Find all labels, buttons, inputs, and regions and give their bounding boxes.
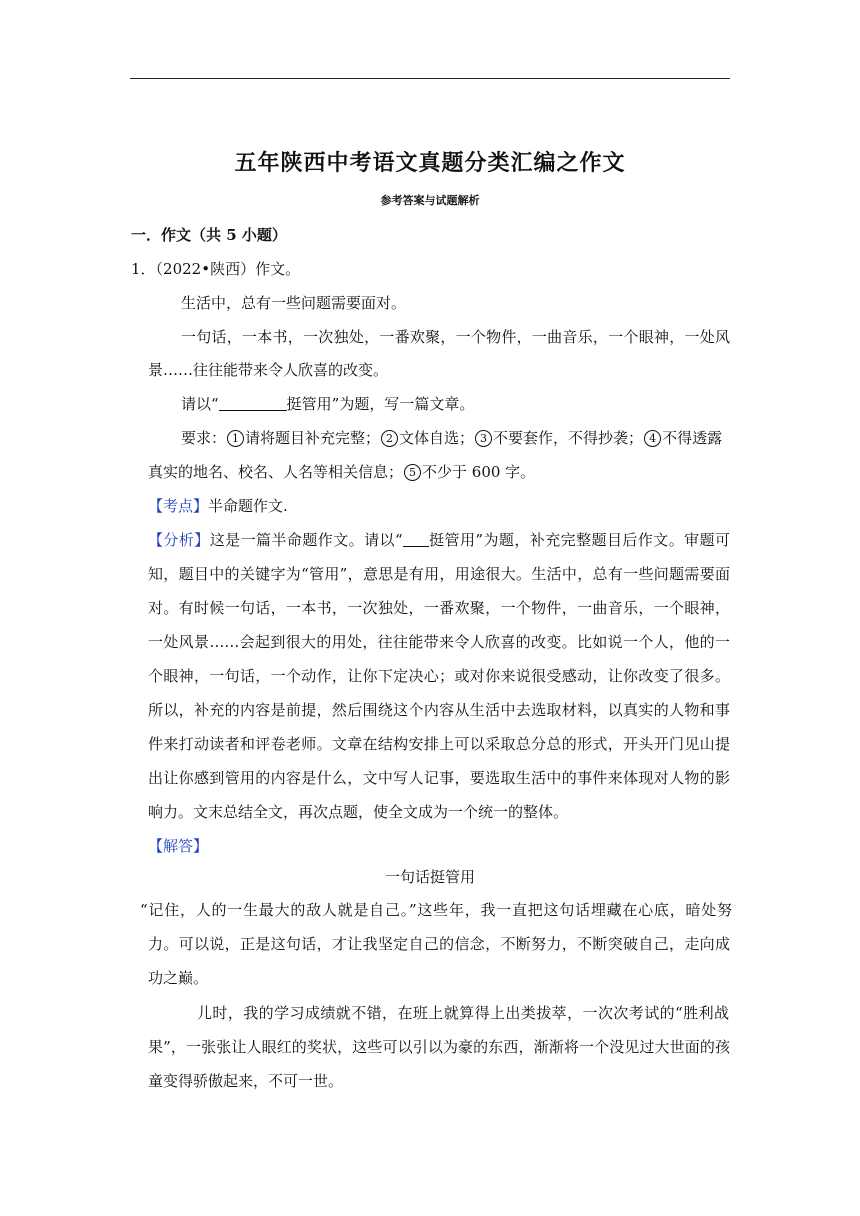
fenxi-line: 一处风景……会起到很大的用处，往往能带来令人欣喜的改变。比如说一个人，他的一 (148, 633, 730, 651)
kaodian-text: 半命题作文. (208, 497, 288, 515)
prompt-line: 一句话，一本书，一次独处，一番欢聚，一个物件，一曲音乐，一个眼神，一处风 (181, 328, 730, 346)
section-heading: 一．作文（共 5 小题） (131, 226, 287, 244)
fenxi-line: 件来打动读者和评卷老师。文章在结构安排上可以采取总分总的形式，开头开门见山提 (148, 735, 730, 753)
circled-number: 3 (475, 430, 492, 447)
circled-number: 5 (404, 464, 421, 481)
page-subtitle: 参考答案与试题解析 (380, 194, 480, 207)
requirement-text: 不要套作，不得抄袭； (493, 429, 644, 447)
requirements-label: 要求： (181, 429, 227, 447)
page-title: 五年陕西中考语文真题分类汇编之作文 (234, 150, 626, 176)
requirements-line (181, 428, 722, 448)
question-number: 1．（2022•陕西）作文。 (131, 260, 301, 278)
jieda-label: 【解答】 (148, 837, 209, 855)
essay-line: 果”，一张张让人眼红的奖状，这些可以引以为豪的东西，渐渐将一个没见过大世面的孩 (148, 1038, 730, 1056)
circled-number: 2 (381, 430, 398, 447)
prompt-text: 挺管用”为题，写一篇文章。 (286, 395, 475, 413)
requirements-line (148, 462, 535, 482)
header-rule (130, 78, 730, 79)
fill-blank (403, 531, 429, 547)
circled-number: 4 (644, 430, 661, 447)
kaodian-label: 【考点】 (148, 497, 209, 515)
fenxi-text: 这是一篇半命题作文。请以“ (209, 531, 403, 549)
fenxi-line: 出让你感到管用的内容是什么，文中写人记事，要选取生活中的事件来体现对人物的影 (148, 769, 730, 787)
fill-blank (219, 395, 287, 411)
essay-line: 力。可以说，正是这句话，才让我坚定自己的信念，不断努力，不断突破自己，走向成 (148, 935, 730, 953)
fenxi-line: 个眼神，一句话，一个动作，让你下定决心；或对你来说很受感动，让你改变了很多。 (148, 667, 730, 685)
essay-line: 功之巅。 (148, 969, 209, 987)
requirement-text: 请将题目补充完整； (245, 429, 381, 447)
essay-title: 一句话挺管用 (384, 868, 475, 886)
requirement-text: 文体自选； (399, 429, 475, 447)
prompt-line: 生活中，总有一些问题需要面对。 (181, 294, 407, 312)
requirement-text: 真实的地名、校名、人名等相关信息； (148, 463, 404, 481)
requirement-text: 不得透露 (662, 429, 723, 447)
fenxi-label: 【分析】 (148, 531, 210, 549)
requirement-text: 不少于 600 字。 (422, 463, 536, 481)
essay-line: “记住，人的一生最大的敌人就是自己。”这些年，我一直把这句话埋藏在心底，暗处努 (140, 901, 732, 919)
fenxi-line (148, 530, 730, 550)
fenxi-line: 所以，补充的内容是前提，然后围绕这个内容从生活中去选取材料，以真实的人物和事 (148, 701, 730, 719)
prompt-title-line (181, 394, 474, 414)
circled-number: 1 (227, 430, 244, 447)
prompt-text: 请以“ (181, 395, 219, 413)
fenxi-line: 知，题目中的关键字为“管用”，意思是有用，用途很大。生活中，总有一些问题需要面 (148, 565, 730, 583)
fenxi-line: 响力。文末总结全文，再次点题，使全文成为一个统一的整体。 (148, 803, 569, 821)
kaodian-line (148, 496, 288, 516)
prompt-line: 景……往往能带来令人欣喜的改变。 (148, 361, 389, 379)
fenxi-line: 对。有时候一句话，一本书，一次独处，一番欢聚，一个物件，一曲音乐，一个眼神， (148, 599, 730, 617)
fenxi-text: 挺管用”为题，补充完整题目后作文。审题可 (428, 531, 731, 549)
essay-line: 儿时，我的学习成绩就不错，在班上就算得上出类拔萃，一次次考试的“胜利战 (197, 1004, 729, 1022)
essay-line: 童变得骄傲起来，不可一世。 (148, 1072, 344, 1090)
